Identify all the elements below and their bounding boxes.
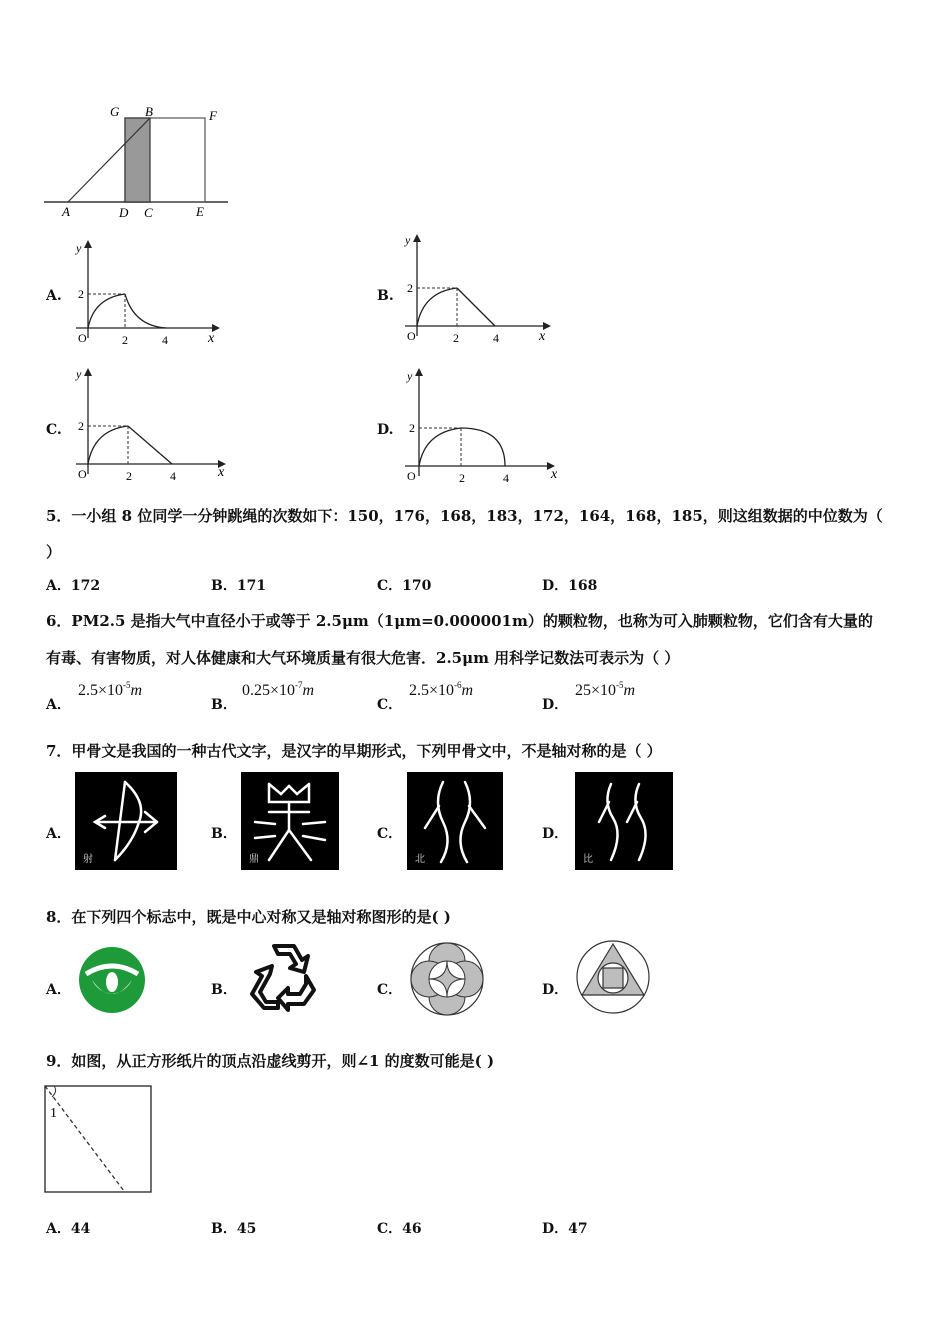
q6-option-c-value[interactable]: $2.5\times 10^{-6}m$ — [409, 680, 474, 699]
svg-text:4: 4 — [503, 471, 509, 485]
q5-option-c[interactable]: C．170 — [377, 578, 432, 594]
svg-text:O: O — [407, 329, 416, 343]
q4-option-d-label[interactable]: D. — [377, 422, 394, 438]
q4-option-b-label[interactable]: B. — [377, 288, 394, 304]
svg-text:2: 2 — [78, 287, 84, 301]
svg-text:O: O — [407, 469, 416, 483]
geometry-figure — [44, 100, 234, 225]
q6-option-c-letter[interactable]: C． — [377, 697, 403, 713]
q6-option-a-letter[interactable]: A． — [46, 697, 71, 713]
q6-option-d-letter[interactable]: D． — [542, 697, 569, 713]
svg-text:鼎: 鼎 — [249, 854, 259, 865]
svg-text:y: y — [76, 367, 82, 381]
triangle-circle-logo[interactable] — [574, 938, 652, 1016]
point-G: G — [110, 104, 120, 119]
svg-text:x: x — [551, 467, 558, 482]
green-food-logo[interactable] — [76, 944, 148, 1016]
svg-text:x: x — [218, 465, 225, 480]
point-D: D — [119, 205, 129, 220]
q7-option-a-letter[interactable]: A． — [46, 826, 71, 842]
q4-graph-b[interactable] — [401, 230, 561, 348]
q9-option-d[interactable]: D．47 — [542, 1221, 588, 1237]
svg-text:4: 4 — [162, 333, 168, 347]
q6-option-d-value[interactable]: $25\times 10^{-5}m$ — [575, 680, 636, 699]
q8-option-c-letter[interactable]: C． — [377, 982, 403, 998]
q5-question-cont: ） — [46, 543, 62, 561]
q8-option-d-letter[interactable]: D． — [542, 982, 569, 998]
q4-option-c-label[interactable]: C. — [46, 422, 62, 438]
q7-option-b-letter[interactable]: B． — [211, 826, 237, 842]
svg-text:y: y — [405, 233, 411, 247]
q4-option-a-label[interactable]: A. — [46, 288, 62, 304]
point-F: F — [209, 108, 217, 123]
oracle-glyph-bi[interactable] — [575, 772, 673, 870]
svg-text:O: O — [78, 331, 87, 345]
svg-text:4: 4 — [493, 331, 499, 345]
point-E: E — [196, 204, 204, 219]
svg-text:O: O — [78, 467, 87, 481]
square-paper-figure — [44, 1085, 154, 1195]
svg-text:北: 北 — [415, 854, 425, 865]
q6-option-b-value[interactable]: $0.25\times 10^{-7}m$ — [242, 680, 315, 699]
q9-option-b[interactable]: B．45 — [211, 1221, 257, 1237]
point-A: A — [62, 204, 70, 219]
q8-question: 8．在下列四个标志中，既是中心对称又是轴对称图形的是( ) — [46, 908, 451, 926]
svg-text:2: 2 — [459, 471, 465, 485]
svg-text:2: 2 — [126, 469, 132, 483]
q8-option-b-letter[interactable]: B． — [211, 982, 237, 998]
q8-option-a-letter[interactable]: A． — [46, 982, 71, 998]
q9-option-a[interactable]: A．44 — [46, 1221, 91, 1237]
svg-text:x: x — [208, 331, 215, 346]
svg-text:比: 比 — [583, 854, 593, 865]
svg-text:4: 4 — [170, 469, 176, 483]
svg-text:y: y — [76, 241, 82, 255]
q4-graph-d[interactable] — [401, 364, 566, 486]
four-petal-logo[interactable] — [408, 940, 486, 1018]
q9-question: 9．如图，从正方形纸片的顶点沿虚线剪开，则∠1 的度数可能是( ) — [46, 1052, 495, 1070]
oracle-glyph-bei[interactable] — [407, 772, 503, 870]
q6-question-line1: 6．PM2.5 是指大气中直径小于或等于 2.5μm（1μm=0.000001m）的颗粒物，也称为可入肺颗粒物，它们含有大量的 — [46, 612, 873, 630]
q7-option-c-letter[interactable]: C． — [377, 826, 403, 842]
angle-label: 1 — [50, 1106, 57, 1121]
point-B: B — [145, 104, 153, 119]
point-C: C — [144, 205, 153, 220]
svg-text:2: 2 — [78, 419, 84, 433]
q7-question: 7．甲骨文是我国的一种古代文字，是汉字的早期形式，下列甲骨文中，不是轴对称的是（ ） — [46, 742, 662, 760]
q5-option-b[interactable]: B．171 — [211, 578, 267, 594]
svg-text:2: 2 — [407, 281, 413, 295]
q4-graph-a[interactable] — [72, 238, 222, 350]
q9-option-c[interactable]: C．46 — [377, 1221, 422, 1237]
q6-option-a-value[interactable]: $2.5\times 10^{-5}m$ — [78, 680, 143, 699]
q7-option-d-letter[interactable]: D． — [542, 826, 569, 842]
q5-option-a[interactable]: A．172 — [46, 578, 101, 594]
oracle-glyph-ding[interactable] — [241, 772, 339, 870]
q4-graph-c[interactable] — [72, 364, 237, 486]
recycle-logo[interactable] — [244, 936, 324, 1016]
svg-text:2: 2 — [122, 333, 128, 347]
svg-text:y: y — [407, 369, 413, 383]
svg-text:2: 2 — [453, 331, 459, 345]
svg-text:射: 射 — [83, 854, 93, 865]
oracle-glyph-she[interactable] — [75, 772, 177, 870]
svg-text:2: 2 — [409, 421, 415, 435]
svg-text:x: x — [539, 329, 546, 344]
q6-option-b-letter[interactable]: B． — [211, 697, 237, 713]
q5-question: 5．一小组 8 位同学一分钟跳绳的次数如下：150，176，168，183，172，164，168，185，则这组数据的中位数为（ — [46, 507, 883, 525]
q5-option-d[interactable]: D．168 — [542, 578, 598, 594]
q6-question-line2: 有毒、有害物质，对人体健康和大气环境质量有很大危害．2.5μm 用科学记数法可表示为（ ） — [46, 649, 680, 667]
